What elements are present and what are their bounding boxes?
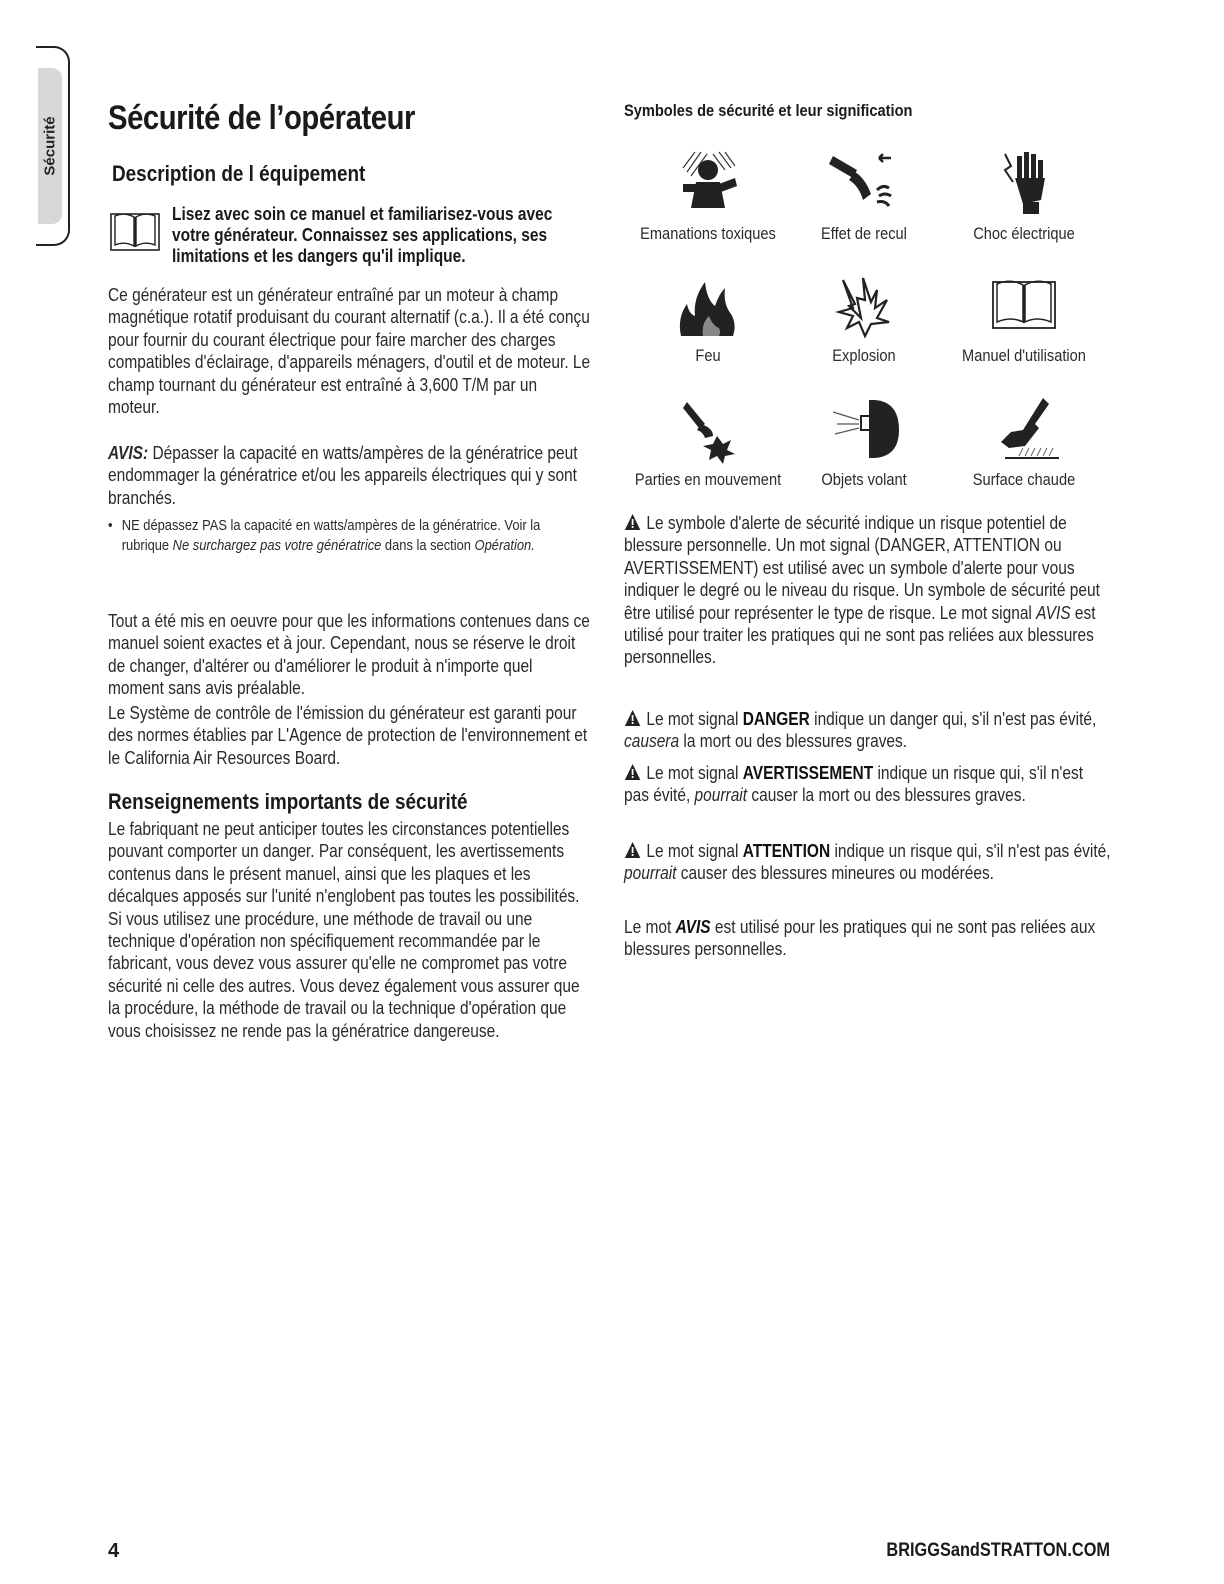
avis-text: Dépasser la capacité en watts/ampères de la génératrice peut endommager la génératrice et/ou les appareils électriques qui y sont branchés. <box>108 443 578 508</box>
alert-symbol-paragraph <box>624 512 1111 669</box>
danger-paragraph <box>624 708 1111 753</box>
warning-signal-word: AVERTISSEMENT <box>742 763 874 783</box>
manual-note <box>108 204 590 264</box>
side-section-tab <box>36 46 70 246</box>
toxic-fumes-icon <box>663 148 753 218</box>
symbol-kickback <box>774 148 954 258</box>
warning-paragraph <box>624 762 1111 807</box>
right-column <box>624 100 1114 960</box>
hot-surface-icon <box>979 394 1069 464</box>
moving-parts-icon <box>663 394 753 464</box>
symbol-label: Parties en mouvement <box>634 470 782 489</box>
explosion-icon <box>819 270 909 340</box>
bullet-text <box>108 516 555 556</box>
bullet-section: Opération. <box>474 537 535 554</box>
website-footer: BRIGGSandSTRATTON.COM <box>886 1540 1110 1561</box>
warning-triangle-icon <box>624 763 641 781</box>
notice-paragraph <box>624 916 1111 961</box>
symbol-label: Objets volant <box>821 470 907 489</box>
kickback-icon <box>819 148 909 218</box>
symbol-toxic-fumes <box>618 148 798 258</box>
bullet-dot: • <box>108 517 113 534</box>
symbol-label: Feu <box>695 346 721 365</box>
alert-p1-tail: est utilisé pour traiter les pratiques qui ne sont pas reliées aux blessures personnelles. <box>624 602 1096 668</box>
manual-book-icon <box>108 208 162 254</box>
bullet-reference: Ne surchargez pas votre génératrice <box>172 537 382 554</box>
notice-text-b: est utilisé pour les pratiques qui ne sont pas reliées aux blessures personnelles. <box>624 917 1096 960</box>
manual-note-text: Lisez avec soin ce manuel et familiarisez-vous avec votre générateur. Connaissez ses applications, ses limitations et les dangers qu'il implique. <box>172 204 553 266</box>
notice-text-a: Le mot <box>624 917 676 937</box>
symbol-label: Effet de recul <box>821 224 907 243</box>
symbol-hot-surface <box>934 394 1114 504</box>
side-tab-fill <box>38 68 62 224</box>
symbol-moving-parts <box>618 394 798 504</box>
electric-shock-icon <box>979 148 1069 218</box>
warning-text-a: Le mot signal <box>646 763 743 783</box>
symbol-label: Emanations toxiques <box>640 224 776 243</box>
alert-p1-avis: AVIS <box>1036 602 1071 623</box>
symbol-label: Surface chaude <box>972 470 1076 489</box>
symbols-heading: Symboles de sécurité et leur signification <box>624 101 913 120</box>
page-number: 4 <box>108 1540 120 1562</box>
safety-info-paragraph: Le fabriquant ne peut anticiper toutes les circonstances potentielles pouvant comporter un danger. Par conséquent, les avertissements contenus dans le présent manuel, ainsi que les plaques et les décalques apposés sur l'unité n'englobent pas toutes les possibilités. Si vous utilisez une procédure, une méthode de travail ou une technique d'opération non spécifiquement recommandée par le fabricant, vous devez vous assurer qu'elle ne compromet pas votre sécurité ni celle des autres. Vous devez également vous assurer que la procédure, la méthode de travail ou la technique d'opération que vous choisissez ne rende pas la génératrice dangereuse. <box>108 819 580 1041</box>
manual-icon <box>979 270 1069 340</box>
caution-text-b: indique un risque qui, s'il n'est pas évité, <box>830 841 1111 861</box>
warning-triangle-icon <box>624 709 641 727</box>
danger-text-b: indique un danger qui, s'il n'est pas évité, <box>809 709 1097 729</box>
left-column <box>108 96 591 1041</box>
notice-signal-word: AVIS <box>675 917 711 937</box>
symbols-grid <box>624 148 1114 498</box>
caution-signal-word: ATTENTION <box>742 841 831 861</box>
danger-signal-word: DANGER <box>742 709 810 729</box>
alert-p1-text: Le symbole d'alerte de sécurité indique un risque potentiel de blessure personnelle. Un mot signal (DANGER, ATTENTION ou AVERTISSEMENT) est utilisé avec un symbole d'alerte pour vous indiquer le degré ou le niveau du risque. Un symbole de sécurité peut être utilisé pour représenter le type de risque. Le mot signal <box>624 513 1100 623</box>
side-tab-label: Sécurité <box>41 116 59 176</box>
page-title: Sécurité de l’opérateur <box>108 99 415 137</box>
caution-em: pourrait <box>624 863 677 884</box>
avis-paragraph <box>108 442 591 509</box>
symbol-label: Explosion <box>832 346 896 365</box>
danger-text-a: Le mot signal <box>646 709 743 729</box>
symbol-fire <box>618 270 798 380</box>
bullet-text-b: dans la section <box>381 537 475 554</box>
warning-text-c: causer la mort ou des blessures graves. <box>747 785 1026 806</box>
warning-triangle-icon <box>624 841 641 859</box>
symbol-manual <box>934 270 1114 380</box>
symbol-explosion <box>774 270 954 380</box>
bullet-text-a: NE dépassez PAS la capacité en watts/ampères de la génératrice. Voir la rubrique <box>121 517 541 554</box>
warning-text-b: indique un risque qui, s'il n'est pas évité, <box>624 763 1084 806</box>
warning-triangle-icon <box>624 513 641 531</box>
avis-lead: AVIS: <box>108 443 149 463</box>
emission-paragraph: Le Système de contrôle de l'émission du générateur est garanti pour des normes établies par L'Agence de protection de l'environnement et le California Air Resources Board. <box>108 703 588 768</box>
caution-text-a: Le mot signal <box>646 841 743 861</box>
symbol-flying-objects <box>774 394 954 504</box>
warning-em: pourrait <box>694 785 748 806</box>
avis-bullet <box>108 516 555 556</box>
safety-info-heading: Renseignements importants de sécurité <box>108 789 468 814</box>
flying-objects-icon <box>819 394 909 464</box>
symbol-electric-shock <box>934 148 1114 258</box>
danger-em: causera <box>624 731 680 752</box>
description-heading: Description de l équipement <box>112 161 366 186</box>
danger-text-c: la mort ou des blessures graves. <box>679 731 908 752</box>
symbol-label: Choc électrique <box>973 224 1075 243</box>
symbol-label: Manuel d'utilisation <box>962 346 1086 365</box>
caution-paragraph <box>624 840 1111 885</box>
description-paragraph: Ce générateur est un générateur entraîné par un moteur à champ magnétique rotatif produisant du courant alternatif (c.a.). Il a été conçu pour fournir du courant électrique pour faire marcher des charges compatibles d'éclairage, d'appareils ménagers, d'outil et de moteur. Le champ tournant du générateur est entraîné à 3,600 T/M par un moteur. <box>108 285 591 418</box>
accuracy-paragraph: Tout a été mis en oeuvre pour que les informations contenues dans ce manuel soient exactes et à jour. Cependant, nous se réserve le droit de changer, d'altérer ou d'améliorer le produit à n'importe quel moment sans avis préalable. <box>108 611 590 699</box>
caution-text-c: causer des blessures mineures ou modérées. <box>676 863 994 884</box>
fire-icon <box>663 270 753 340</box>
